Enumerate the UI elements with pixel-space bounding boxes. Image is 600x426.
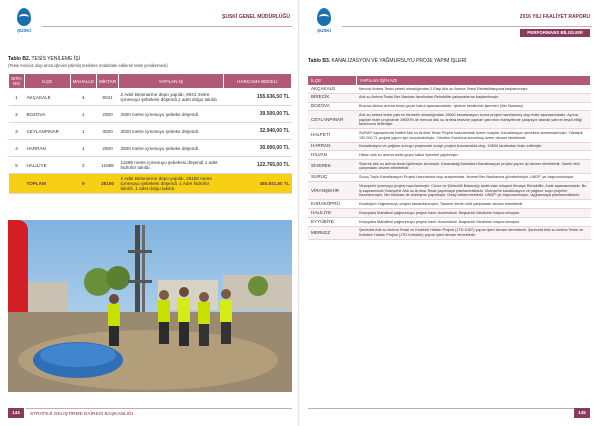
- table-row: [308, 182, 591, 200]
- table-row: [308, 217, 591, 226]
- cell-yapilan-is: Şanlıurfa Atık su Arıtma Tesisi ve Kolektör Hatları Projesi (JTD-GIAT) yapım işleri devam etmektedir. Şanlıurfa Atık su Arıtma Tesisi ve Kolektör Hatları Projesi (JTD-Kolektör) yapım işleri devam etmektedir.: [356, 226, 591, 239]
- cell-yapilan-is: Karşıyaka Mahallesi yağmursuyu projesi hazır durumdadır. Başkanlık Meclisine başvurulmuştur.: [356, 217, 591, 226]
- cell-ilce: SİVEREK: [308, 160, 356, 173]
- cell-no: 5: [9, 157, 25, 174]
- cell-yapilan-is: 11589 metre içmesuyu şebekesi döşendi 1 adet hidrofor takıldı.: [119, 157, 224, 174]
- cell-bedel: 155.636,50 TL: [223, 89, 291, 106]
- cell-ilce: BİRECİK: [308, 93, 356, 102]
- cell-ilce: HALFETİ: [308, 129, 356, 142]
- header-rule: [42, 26, 292, 27]
- cell-ilce: HARRAN: [308, 142, 356, 151]
- cell-bedel: 32.940,00 TL: [223, 123, 291, 140]
- cell-yapilan-is: Kanalizasyon ve yağmur sunuyu projesinde onaylı projesi kurulamakla olup, 19600 tarafından ihale edilmiştir.: [356, 142, 591, 151]
- cell-bedel: 39.500,00 TL: [223, 106, 291, 123]
- table-row: [9, 123, 292, 140]
- table-row: [9, 157, 292, 174]
- page-number: 144: [8, 408, 24, 418]
- table-row: [308, 102, 591, 111]
- cell-no: 3: [9, 123, 25, 140]
- cell-yapilan-is: Bozova Atıksu arıtma tesisi geçici kabul aşamasındadır. İşletme kesilerinin işlemleri (İller Bankası): [356, 102, 591, 111]
- cell-yapilan-is: Siverek atık su arıtma tesisi işletmeye alınmıştır. Karacadağ Mahallesi Kanalizasyon projesi yapım işi devam etmektedir. Zamin etüt çalışmaları devam etmektedir.: [356, 160, 591, 173]
- table-row: [9, 140, 292, 157]
- table-row: [308, 93, 591, 102]
- table-row: [9, 106, 292, 123]
- cell-miktar: 3020: [97, 123, 119, 140]
- cell-yapilan-is: 2500 metre içmesuyu şebeke döşendi.: [119, 140, 224, 157]
- header-rule: [342, 26, 592, 27]
- cell-ilce: CEYLANPINAR: [24, 123, 70, 140]
- cell-total-miktar: 28150: [97, 174, 119, 194]
- field-work-photo: [8, 220, 292, 392]
- cell-ilce: HALİLİYE: [24, 157, 70, 174]
- cell-no: 4: [9, 140, 25, 157]
- cell-mahalle: 1: [70, 140, 96, 157]
- col-yapilan-is: YAPILAN İŞ: [119, 74, 224, 89]
- cell-mahalle: 1: [70, 123, 96, 140]
- cell-total-mahalle: 9: [70, 174, 96, 194]
- cell-yapilan-is: Hilvan atık su arıtma tesisi geçici kabul işlemleri yapılmıştır.: [356, 151, 591, 160]
- cell-yapilan-is: Suruç Toplu Kanalizasyon Projesi hazırlanma olup araştırmalar Jeomet İller Bankasına gönderilmiştir. UNDP' ye başvurulmuştur.: [356, 173, 591, 182]
- table-header-row: [9, 74, 292, 89]
- table-row: [308, 129, 591, 142]
- cell-mahalle: 1: [70, 106, 96, 123]
- cell-miktar: 9041: [97, 89, 119, 106]
- cell-ilce: BOZOVA: [24, 106, 70, 123]
- cell-yapilan-is: SURAP kapsamında Halfeti Atık su Arıtma Tesisi Projesi hazırlanmak üzere onaylar. Kanalizasyon şebekesi tamamlanmıştır. Yaklaşık 130.000 TL projesi yapım için borçlandırılıştır. Yönetim Kuruluna sunulmuş üzere devam etmektedir.: [356, 129, 591, 142]
- cell-ilce: KARAKÖPRÜ: [308, 200, 356, 209]
- col-miktar: MİKTAR: [97, 74, 119, 89]
- col-harcama-bedeli: HARCAMA BEDELİ: [223, 74, 291, 89]
- cell-miktar: 2500: [97, 140, 119, 157]
- table-row: [308, 160, 591, 173]
- col-yapilan-isin-adi: YAPILAN İŞİN ADI: [356, 76, 591, 85]
- cell-no: 1: [9, 89, 25, 106]
- header-title: ŞUSKİ GENEL MÜDÜRLÜĞÜ: [222, 14, 290, 20]
- cell-ilce: AKÇAKALE: [24, 89, 70, 106]
- section-badge: PERFORMANS BİLGİLERİ: [520, 29, 590, 37]
- table-row: [308, 226, 591, 239]
- cell-ilce: MERKEZ: [308, 226, 356, 239]
- page-number: 145: [574, 408, 590, 418]
- cell-total-label: TOPLAM: [24, 174, 70, 194]
- cell-yapilan-is: Viranşehir içmesuyu projesi hazırlanmıştır. Cevre ve Şehircilik Bakanlığı tarafından müşavir firmaya Rehabilite, ihale aşamasındadır. Bu iş kapsamında Viranşehir Atık su Arıtma Tesisi yapılmaya planlanmaktadır. Viranşehir kanalizasyon ve yağmur suyu projeleri hazırlanmıştır. İller Bankası ile sözleşme yapılmıştır. Onay beklenmektedir. UNDP' ye başvurulmuştur, uygulamaya planlanmaktadır.: [356, 182, 591, 200]
- cell-bedel: 30.000,00 TL: [223, 140, 291, 157]
- cell-ilce: HALİLİYE: [308, 209, 356, 218]
- cell-yapilan-is: Karşıyaka Mahallesi yağmursuyu projesi hazır durumdadır. Başkanlık Meclisine başvurulmuştur.: [356, 209, 591, 218]
- right-page: [300, 0, 600, 426]
- col-sira-no: SIRA NO: [9, 74, 25, 89]
- table-row: [308, 173, 591, 182]
- cell-bedel: 122.765,00 TL: [223, 157, 291, 174]
- table-row: [308, 209, 591, 218]
- footer-rule: [308, 408, 574, 418]
- col-ilce: İLÇE: [24, 74, 70, 89]
- cell-yapilan-is: 2000 metre içmesuyu şebeke döşendi: [119, 106, 224, 123]
- cell-yapilan-is: Mevcut Arıtma Tesisi yeterli olmadığından 2 Etap Atık su Arıtma Tesisi Rehabilitasyona başlanılmıştır.: [356, 85, 591, 93]
- cell-ilce: BOZOVA: [308, 102, 356, 111]
- cell-total-is: 2 Adet Betonarme depo yapıldı, 28150 metre içmesuyu şebekesi döşendi, 1 Adet hidrofor takıldı ,1 adet dolgu takıldı.: [119, 174, 224, 194]
- header-title: 2016 YILI FAALİYET RAPORU: [519, 14, 590, 20]
- cell-miktar: 2000: [97, 106, 119, 123]
- cell-yapilan-is: Atık su arıtma tesisi yatırım hizmetin olmadığından 19600 kanalizasyon sonra projesi hazırlanmış olup ihale aşamasındadır. Ayrıca yapılan ihale projesinde 19600% ile mevcut atık su arıtma tesisine yapılan yatırımın mahiyetinde çalışılıyor atanak yatırım teşkil ettiği tarafımıza iletilmiştir.: [356, 111, 591, 129]
- table-row: [308, 85, 591, 93]
- suski-logo-icon: [10, 8, 38, 38]
- cell-mahalle: 4: [70, 89, 96, 106]
- table-header-row: [308, 76, 591, 85]
- cell-no: 2: [9, 106, 25, 123]
- cell-mahalle: 2: [70, 157, 96, 174]
- col-ilce: İLÇE: [308, 76, 356, 85]
- cell-yapilan-is: Karaköprü Yağmursuyu projesi tamamlanmıştır. Tasarım zemin etüt çalışmaları devam etmektedir.: [356, 200, 591, 209]
- table-row: [9, 89, 292, 106]
- table-b2-subtitle: (Tesis mevcut olup arıza işlevini yitirmiş tesislere müdahale edilerek tesis yenilenmesi): [8, 63, 168, 68]
- logo-text: ŞUSKİ: [17, 28, 31, 33]
- table-b3-title: Tablo B3. KANALİZASYON VE YAĞMURSUYU PROJE YAPIM İŞLERİ: [308, 58, 467, 64]
- suski-logo-icon: ŞUSKİ: [310, 8, 338, 38]
- table-row: [308, 142, 591, 151]
- footer-text: STRATEJİ GELİŞTİRME DAİRESİ BAŞKANLIĞI: [30, 412, 134, 417]
- table-b3: [308, 76, 591, 240]
- cell-ilce: HİLVAN: [308, 151, 356, 160]
- cell-ilce: VİRANŞEHİR: [308, 182, 356, 200]
- cell-ilce: HARRAN: [24, 140, 70, 157]
- table-b2: [8, 73, 292, 194]
- cell-yapilan-is: Atık su Arıtma Tesisi İller Bankası tarafından Rehabilite çalışmalarına başlanılmıştır.: [356, 93, 591, 102]
- cell-yapilan-is: 2 Adet Betonarme depo yapıldı, 9041 metre içmesuyu şebekesi döşendi,1 adet dolgu takıldı: [119, 89, 224, 106]
- table-row: [308, 200, 591, 209]
- table-b2-title: Tablo B2. TESİS YENİLEME İŞİ: [8, 56, 80, 62]
- cell-yapilan-is: 3020 metre içmesuyu şebeke döşendi.: [119, 123, 224, 140]
- cell-ilce: EYYÜBİYE: [308, 217, 356, 226]
- table-row: [308, 151, 591, 160]
- table-row: [308, 111, 591, 129]
- cell-ilce: AKÇAKALE: [308, 85, 356, 93]
- cell-ilce: SURUÇ: [308, 173, 356, 182]
- cell-miktar: 11589: [97, 157, 119, 174]
- cell-total-bedel: 380.841,50 TL: [223, 174, 291, 194]
- cell-ilce: CEYLANPINAR: [308, 111, 356, 129]
- table-total-row: [9, 174, 292, 194]
- col-mahalle: MAHALLE: [70, 74, 96, 89]
